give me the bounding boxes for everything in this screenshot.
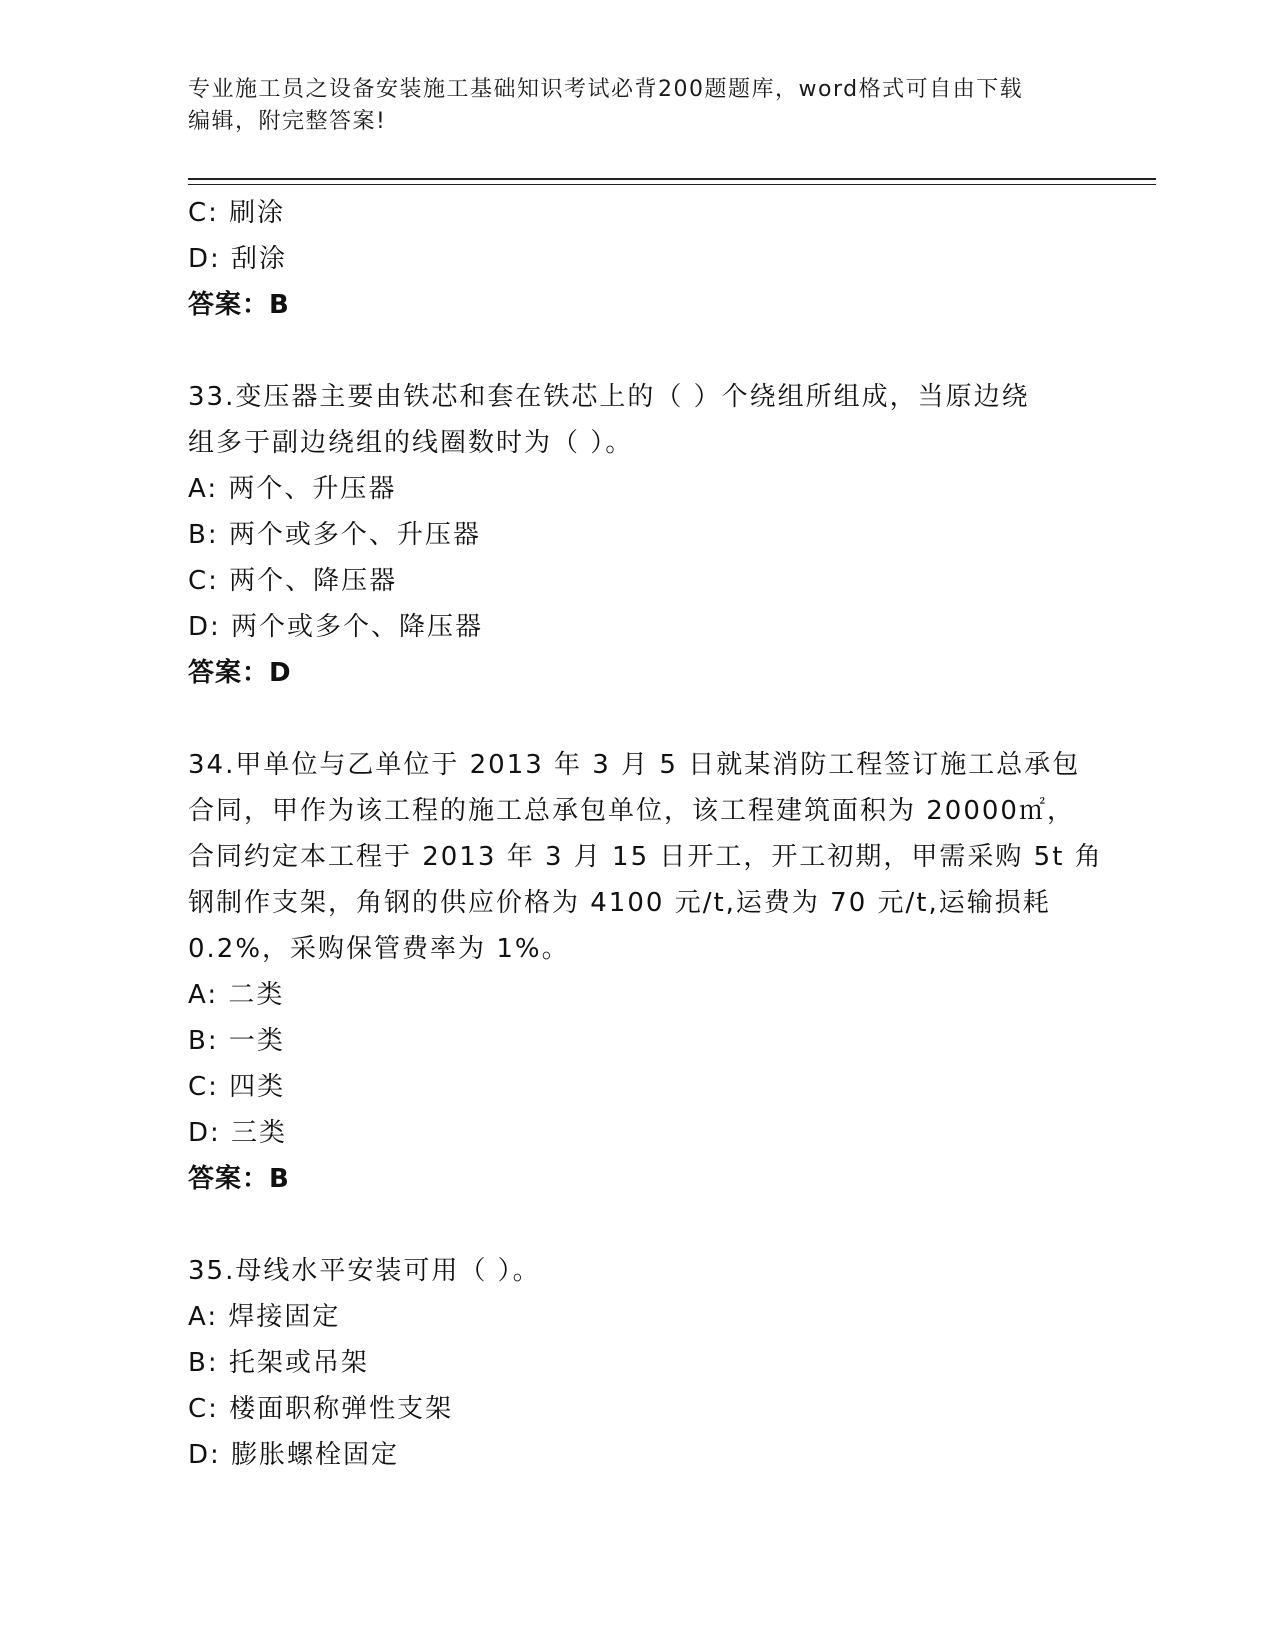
- question-stem: 合同，甲作为该工程的施工总承包单位，该工程建筑面积为 20000㎡，: [188, 796, 1075, 826]
- option-b: B: 一类: [188, 1026, 285, 1056]
- header-rule-thick: [188, 178, 1156, 180]
- option-d: D: 膨胀螺栓固定: [188, 1440, 400, 1470]
- question-list: [188, 190, 1103, 1478]
- question-stem: 合同约定本工程于 2013 年 3 月 15 日开工，开工初期，甲需采购 5t 角: [188, 842, 1103, 872]
- answer-line: 答案：B: [188, 290, 290, 320]
- option-d: D: 两个或多个、降压器: [188, 612, 484, 642]
- option-b: B: 托架或吊架: [188, 1348, 369, 1378]
- answer-line: 答案：D: [188, 658, 292, 688]
- spacer: [188, 1202, 1088, 1248]
- question-35: [188, 1248, 1088, 1478]
- option-c: C: 刷涂: [188, 198, 286, 228]
- header-rule-thin: [188, 184, 1156, 185]
- option-c: C: 四类: [188, 1072, 286, 1102]
- option-a: A: 两个、升压器: [188, 474, 397, 504]
- option-d: D: 三类: [188, 1118, 288, 1148]
- option-c: C: 楼面职称弹性支架: [188, 1394, 454, 1424]
- question-stem: 0.2%，采购保管费率为 1%。: [188, 934, 570, 964]
- question-stem: 35.母线水平安装可用（ ）。: [188, 1256, 541, 1286]
- document-header: [188, 74, 1088, 138]
- option-c: C: 两个、降压器: [188, 566, 398, 596]
- option-b: B: 两个或多个、升压器: [188, 520, 481, 550]
- question-34: [188, 742, 1103, 1202]
- option-a: A: 二类: [188, 980, 285, 1010]
- question-stem: 组多于副边绕组的线圈数时为（ ）。: [188, 428, 634, 458]
- spacer: [188, 696, 1088, 742]
- option-d: D: 刮涂: [188, 244, 288, 274]
- answer-line: 答案：B: [188, 1164, 290, 1194]
- question-stem: 33.变压器主要由铁芯和套在铁芯上的（ ）个绕组所组成，当原边绕: [188, 382, 1030, 412]
- header-line-2: 编辑，附完整答案!: [188, 109, 387, 134]
- header-line-1: 专业施工员之设备安装施工基础知识考试必背200题题库，word格式可自由下载: [188, 77, 1024, 102]
- option-a: A: 焊接固定: [188, 1302, 341, 1332]
- spacer: [188, 328, 1088, 374]
- question-stem: 钢制作支架，角钢的供应价格为 4100 元/t,运费为 70 元/t,运输损耗: [188, 888, 1051, 918]
- question-33: [188, 374, 1088, 696]
- question-32-tail: [188, 190, 1088, 328]
- question-stem: 34.甲单位与乙单位于 2013 年 3 月 5 日就某消防工程签订施工总承包: [188, 750, 1081, 780]
